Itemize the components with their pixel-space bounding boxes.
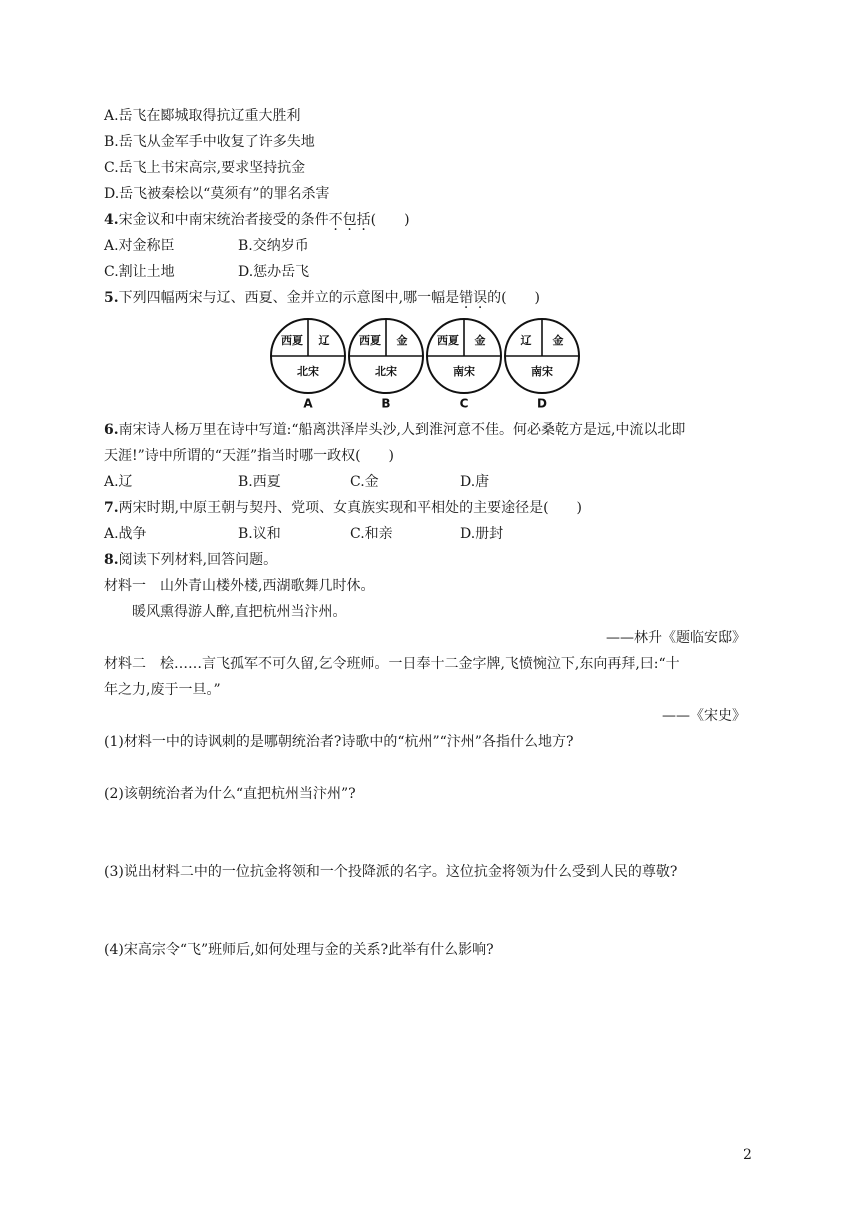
q4-emphasis-char: 不 [328, 212, 343, 228]
q6-stem-line1 [104, 420, 685, 440]
page-number: 2 [743, 1147, 752, 1163]
q8-subquestion-1: (1)材料一中的诗讽刺的是哪朝统治者?诗歌中的“杭州”“汴州”各指什么地方? [104, 734, 574, 750]
q4-number: 4. [104, 212, 119, 228]
diagram-label-bottom: 北宋 [297, 365, 319, 378]
diagram-label-top-right: 金 [474, 334, 486, 347]
q7-option-d: D.册封 [460, 526, 504, 542]
q4-option-a: A.对金称臣 [104, 238, 175, 254]
q8-material1-line2: 暖风熏得游人醉,直把杭州当汴州。 [132, 604, 347, 620]
q3-option-c: C.岳飞上书宋高宗,要求坚持抗金 [104, 160, 306, 176]
q4-stem-text: 宋金议和中南宋统治者接受的条件 [118, 212, 329, 228]
q7-option-c: C.和亲 [350, 526, 393, 542]
q5-diagram-a [271, 319, 345, 411]
q3-option-d: D.岳飞被秦桧以“莫须有”的罪名杀害 [104, 186, 330, 202]
q6-number: 6. [104, 422, 119, 438]
q8-stem [104, 550, 277, 570]
q4-option-d: D.惩办岳飞 [238, 264, 310, 280]
q8-material2-source: ——《宋史》 [662, 708, 746, 724]
q4-emphasis-char: 包 [342, 212, 357, 228]
q4-option-c: C.割让土地 [104, 264, 175, 280]
q8-material2-line2: 年之力,废于一旦。” [104, 682, 221, 698]
diagram-label-top-left: 西夏 [437, 334, 459, 347]
q7-option-b: B.议和 [238, 526, 281, 542]
diagram-label-top-right: 金 [396, 334, 408, 347]
diagram-letter: A [303, 396, 313, 411]
q7-option-a: A.战争 [104, 526, 147, 542]
diagram-letter: C [459, 396, 469, 411]
q4-emphasis-char: 括 [356, 212, 371, 228]
q8-material1-source: ——林升《题临安邸》 [606, 630, 746, 646]
diagram-label-top-left: 西夏 [281, 334, 303, 347]
q8-subquestion-3: (3)说出材料二中的一位抗金将领和一个投降派的名字。这位抗金将领为什么受到人民的尊敬? [104, 864, 678, 880]
q5-diagrams [270, 316, 590, 412]
q8-text: 阅读下列材料,回答问题。 [118, 552, 278, 568]
diagram-letter: B [381, 396, 391, 411]
q3-option-b: B.岳飞从金军手中收复了许多失地 [104, 134, 315, 150]
q8-material1-line1: 材料一 山外青山楼外楼,西湖歌舞几时休。 [104, 578, 375, 594]
diagram-label-bottom: 南宋 [531, 365, 553, 378]
q4-option-b: B.交纳岁币 [238, 238, 309, 254]
q4-answer-blank: ( ) [370, 212, 410, 228]
diagram-letter: D [537, 396, 547, 411]
q3-option-a: A.岳飞在郾城取得抗辽重大胜利 [104, 108, 301, 124]
q5-diagram-d [505, 319, 579, 411]
q7-stem [104, 498, 582, 518]
q5-emphasis-char: 误 [473, 290, 488, 306]
diagram-label-top-right: 金 [552, 334, 564, 347]
q4-stem [104, 210, 410, 230]
q6-option-d: D.唐 [460, 474, 490, 490]
q5-number: 5. [104, 290, 119, 306]
q5-diagram-c [427, 319, 501, 411]
q7-text: 两宋时期,中原王朝与契丹、党项、女真族实现和平相处的主要途径是( ) [118, 500, 582, 516]
q8-subquestion-2: (2)该朝统治者为什么“直把杭州当汴州”? [104, 786, 356, 802]
q6-option-a: A.辽 [104, 474, 133, 490]
diagram-label-bottom: 北宋 [375, 365, 397, 378]
diagram-label-top-right: 辽 [318, 334, 330, 347]
q6-option-c: C.金 [350, 474, 379, 490]
q7-number: 7. [104, 500, 119, 516]
q5-diagram-b [349, 319, 423, 411]
q5-emphasis-char: 错 [459, 290, 474, 306]
q5-stem [104, 288, 540, 308]
q8-subquestion-4: (4)宋高宗令“飞”班师后,如何处理与金的关系?此举有什么影响? [104, 942, 494, 958]
q5-answer-blank: 的( ) [487, 290, 541, 306]
q8-number: 8. [104, 552, 119, 568]
diagram-label-top-left: 辽 [520, 334, 532, 347]
q6-option-b: B.西夏 [238, 474, 281, 490]
q6-text: 南宋诗人杨万里在诗中写道:“船离洪泽岸头沙,人到淮河意不佳。何必桑乾方是远,中流以北即 [118, 422, 686, 438]
diagram-label-bottom: 南宋 [453, 365, 475, 378]
q6-stem-line2: 天涯!”诗中所谓的“天涯”指当时哪一政权( ) [104, 448, 395, 464]
q8-material2-line1: 材料二 桧……言飞孤军不可久留,乞令班师。一日奉十二金字牌,飞愤惋泣下,东向再拜,曰:“十 [104, 656, 680, 672]
q5-stem-text: 下列四幅两宋与辽、西夏、金并立的示意图中,哪一幅是 [118, 290, 460, 306]
diagram-label-top-left: 西夏 [359, 334, 381, 347]
